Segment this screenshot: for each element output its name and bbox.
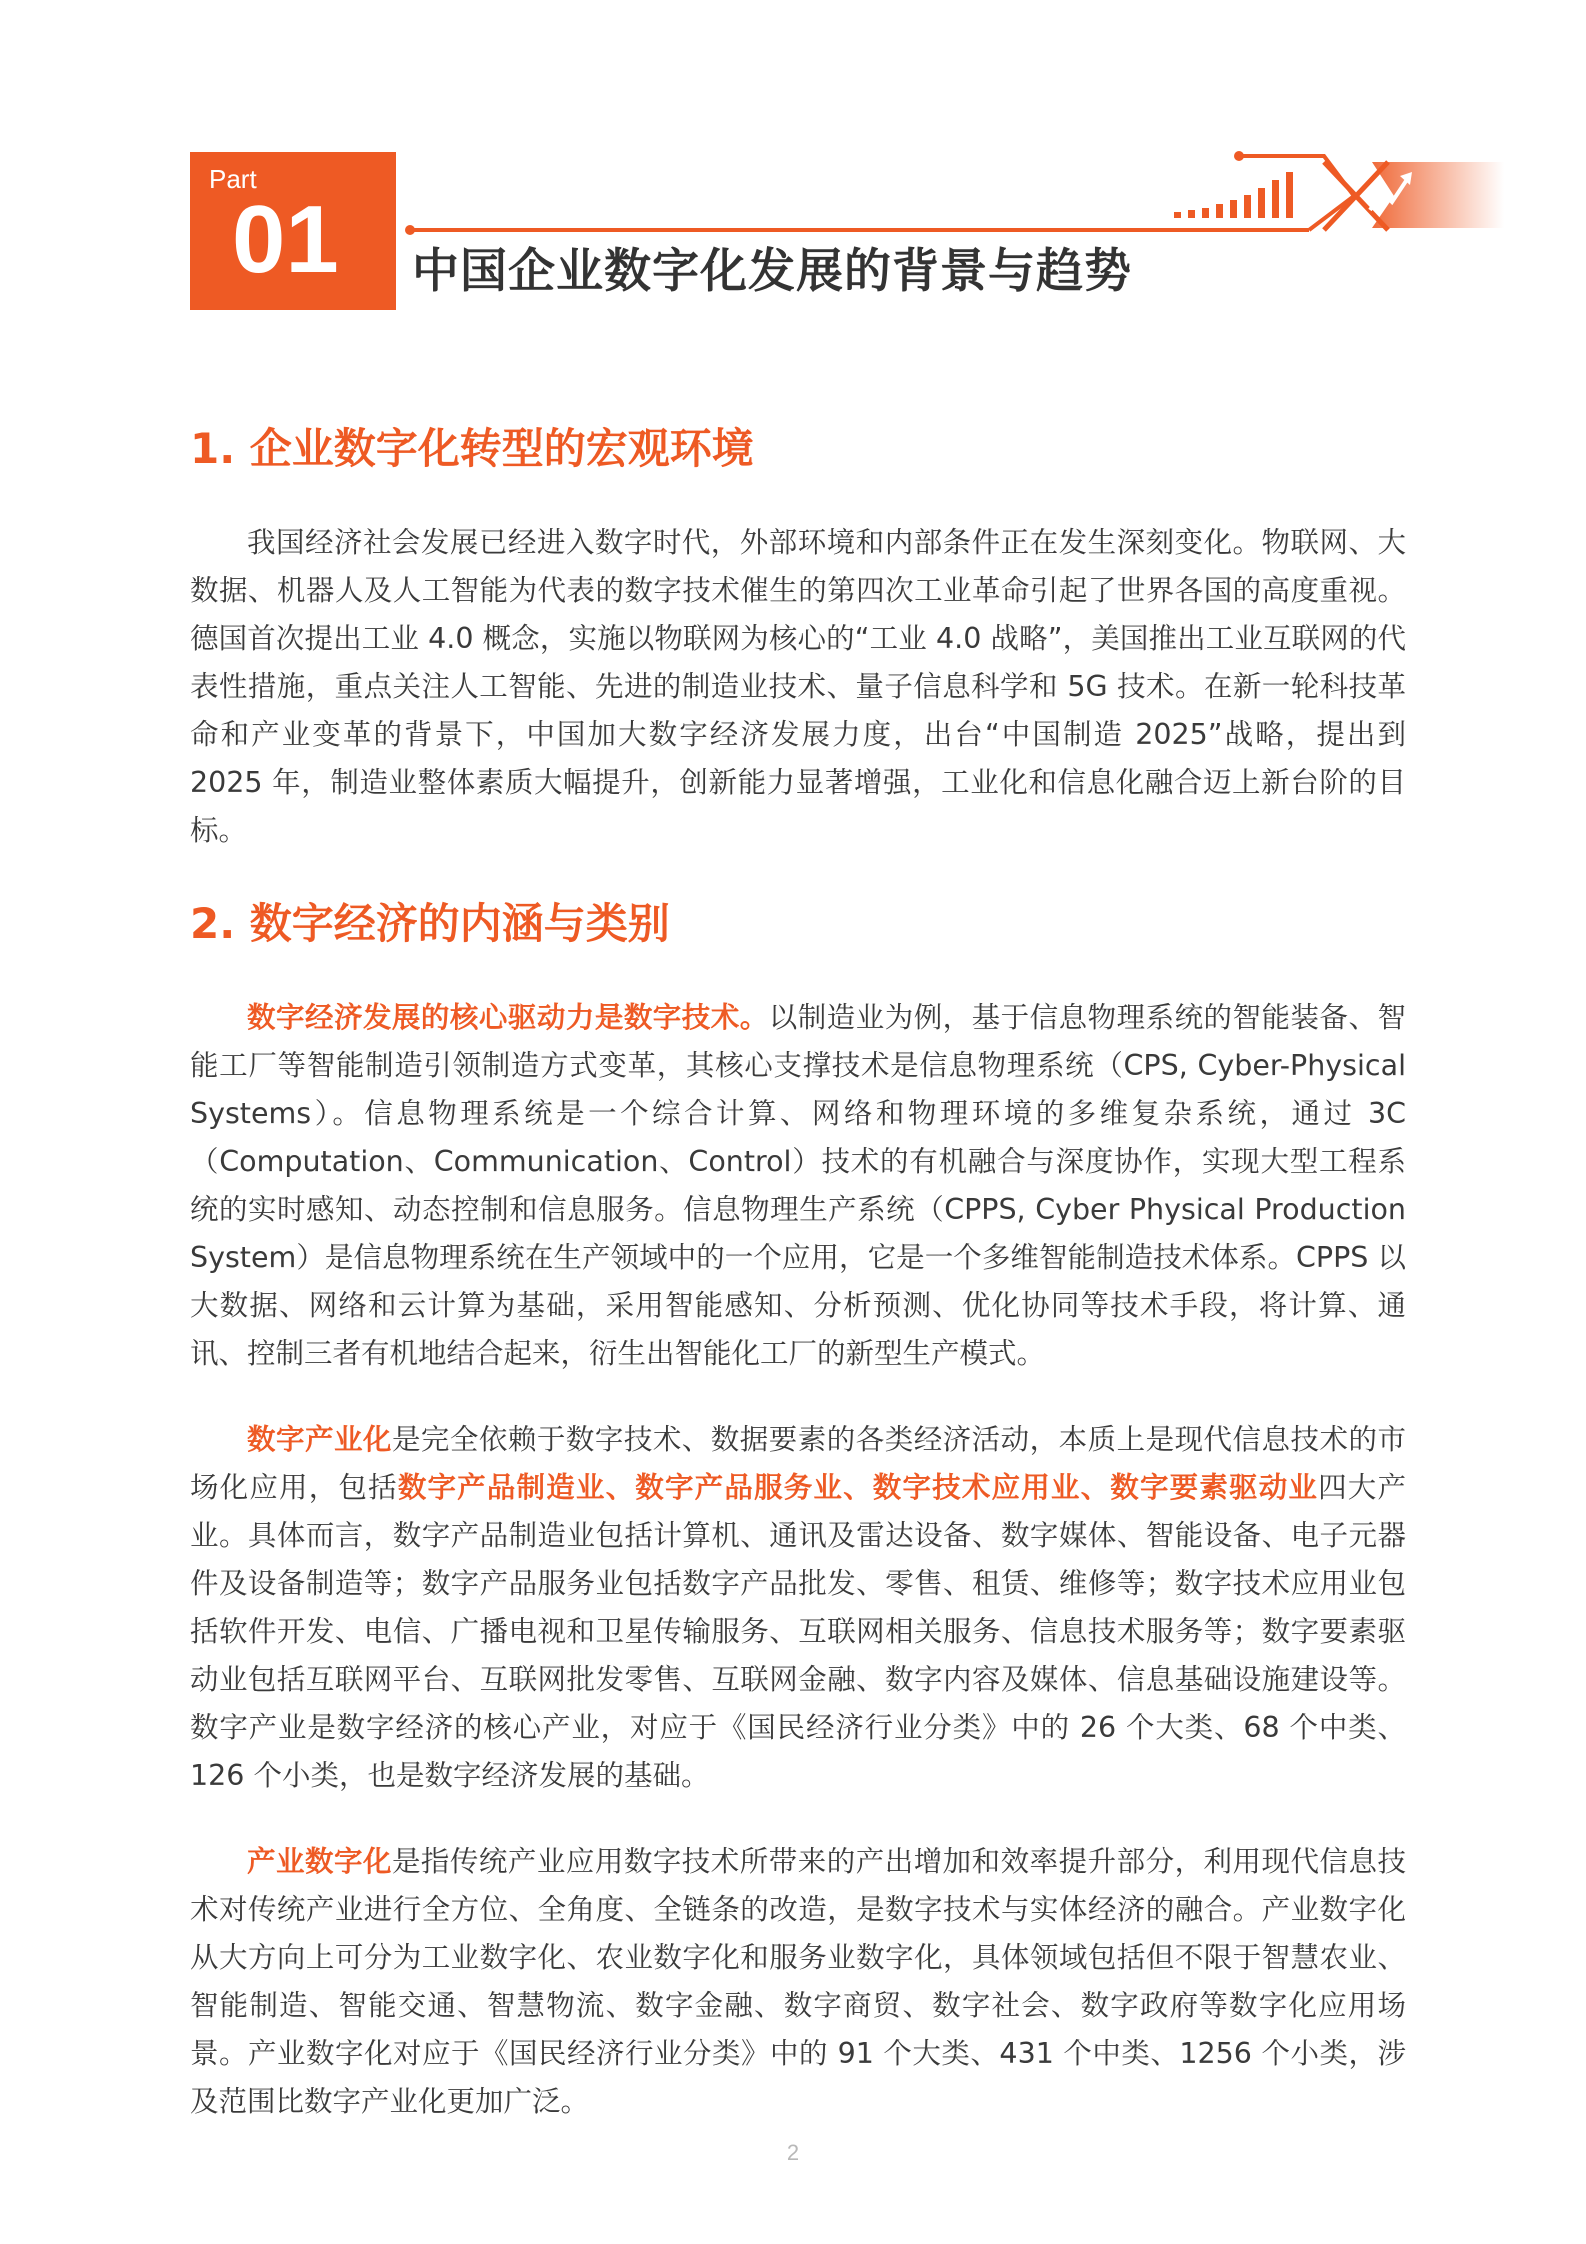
part-badge — [190, 152, 396, 310]
highlighted-text: 产业数字化 — [247, 1845, 392, 1878]
paragraph-text: 是指传统产业应用数字技术所带来的产出增加和效率提升部分，利用现代信息技术对传统产业进行全方位、全角度、全链条的改造，是数字技术与实体经济的融合。产业数字化从大方向上可分为工业数字化、农业数字化和服务业数字化，具体领域包括但不限于智慧农业、智能制造、智能交通、智慧物流、数字金融、数字商贸、数字社会、数字政府等数字化应用场景。产业数字化对应于《国民经济行业分类》中的 91 个大类、431 个中类、1256 个小类，涉及范围比数字产业化更加广泛。 — [190, 1845, 1406, 2118]
part-number: 01 — [232, 186, 339, 293]
title-rule-dot — [405, 225, 415, 235]
paragraph — [190, 994, 1406, 1378]
paragraph-text: 是完全依赖于数字技术、数据要素的各类经济活动，本质上是现代信息技术的市场化应用，包括 — [190, 1423, 1406, 1504]
paragraph — [190, 1838, 1406, 2126]
highlighted-text: 数字产品制造业、数字产品服务业、数字技术应用业、数字要素驱动业 — [397, 1471, 1319, 1504]
chapter-title: 中国企业数字化发展的背景与趋势 — [412, 244, 1132, 299]
highlighted-text: 数字经济发展的核心驱动力是数字技术。 — [247, 1001, 769, 1034]
paragraph — [190, 519, 1406, 855]
section-heading-1: 1. 企业数字化转型的宏观环境 — [190, 424, 754, 473]
section-heading-2: 2. 数字经济的内涵与类别 — [190, 899, 670, 948]
bar-chart-icon — [1174, 172, 1293, 218]
part-label: Part — [209, 164, 257, 194]
page-number: 2 — [786, 2140, 800, 2165]
banner-gradient — [1372, 162, 1504, 228]
header-banner-graphic — [404, 148, 1504, 238]
highlighted-text: 数字产业化 — [247, 1423, 392, 1456]
paragraph-text: 我国经济社会发展已经进入数字时代，外部环境和内部条件正在发生深刻变化。物联网、大数据、机器人及人工智能为代表的数字技术催生的第四次工业革命引起了世界各国的高度重视。德国首次提出工业 4.0 概念，实施以物联网为核心的“工业 4.0 战略”，美国推出工业互联网的代表性措施，重点关注人工智能、先进的制造业技术、量子信息科学和 5G 技术。在新一轮科技革命和产业变革的背景下，中国加大数字经济发展力度，出台“中国制造 2025”战略，提出到 2025 年，制造业整体素质大幅提升，创新能力显著增强，工业化和信息化融合迈上新台阶的目标。 — [190, 526, 1406, 847]
paragraph — [190, 1416, 1406, 1800]
paragraph-text: 四大产业。具体而言，数字产品制造业包括计算机、通讯及雷达设备、数字媒体、智能设备、电子元器件及设备制造等；数字产品服务业包括数字产品批发、零售、租赁、维修等；数字技术应用业包括软件开发、电信、广播电视和卫星传输服务、互联网相关服务、信息技术服务等；数字要素驱动业包括互联网平台、互联网批发零售、互联网金融、数字内容及媒体、信息基础设施建设等。数字产业是数字经济的核心产业，对应于《国民经济行业分类》中的 26 个大类、68 个中类、126 个小类，也是数字经济发展的基础。 — [190, 1471, 1406, 1792]
paragraph-text: 以制造业为例，基于信息物理系统的智能装备、智能工厂等智能制造引领制造方式变革，其核心支撑技术是信息物理系统（CPS, Cyber-Physical Systems）。信息物理系统是一个综合计算、网络和物理环境的多维复杂系统，通过 3C（Computation、Communication、Control）技术的有机融合与深度协作，实现大型工程系统的实时感知、动态控制和信息服务。信息物理生产系统（CPPS, Cyber Physical Production System）是信息物理系统在生产领域中的一个应用，它是一个多维智能制造技术体系。CPPS 以大数据、网络和云计算为基础，采用智能感知、分析预测、优化协同等技术手段，将计算、通讯、控制三者有机地结合起来，衍生出智能化工厂的新型生产模式。 — [190, 1001, 1406, 1370]
